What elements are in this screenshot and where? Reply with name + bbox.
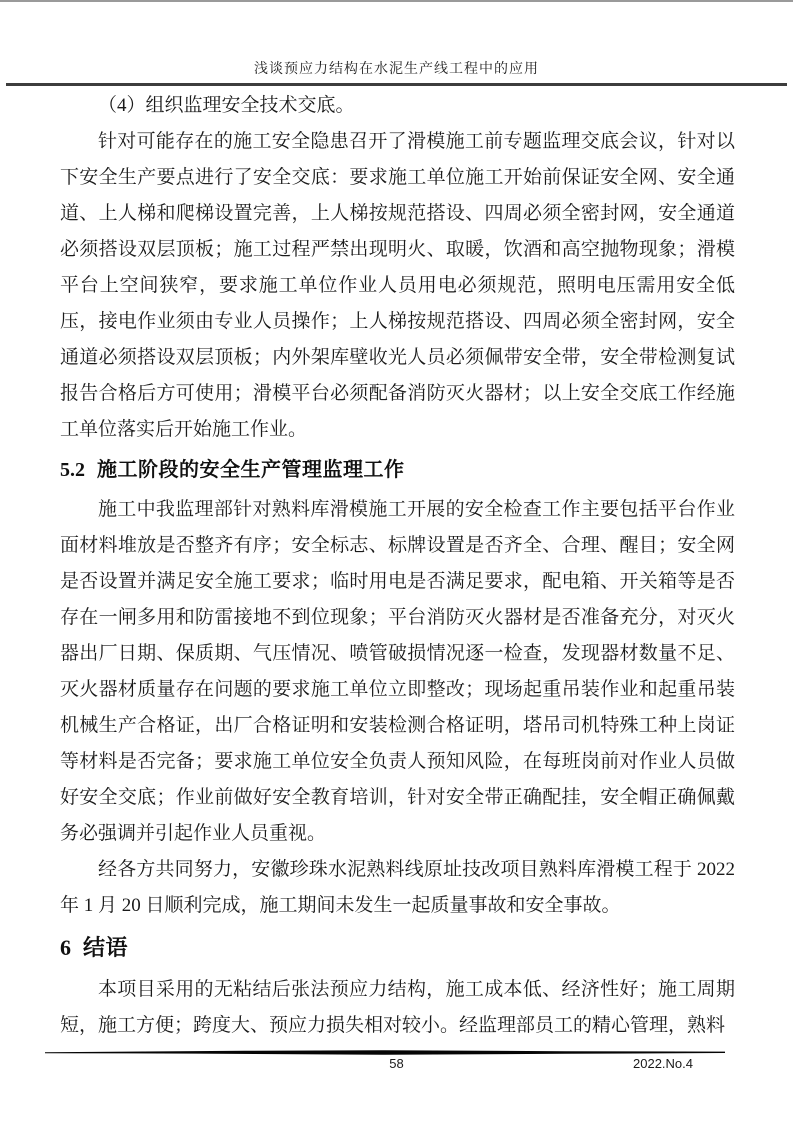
paragraph-conclusion: 本项目采用的无粘结后张法预应力结构，施工成本低、经济性好；施工周期短，施工方便；跨度大、预应力损失相对较小。经监理部员工的精心管理，熟料 <box>60 979 735 1036</box>
header-rule <box>6 83 787 86</box>
journal-issue-label: 2022.No.4 <box>633 1056 693 1071</box>
section-number: 5.2 <box>60 459 85 481</box>
page-body <box>60 88 735 1044</box>
paragraph-project-completion: 经各方共同努力，安徽珍珠水泥熟料线原址技改项目熟料库滑模工程于 2022 年 1 月 20 日顺利完成，施工期间未发生一起质量事故和安全事故。 <box>60 859 735 916</box>
list-item-4: （4）组织监理安全技术交底。 <box>98 95 355 116</box>
page-number: 58 <box>389 1056 404 1071</box>
section-number: 6 <box>60 935 71 960</box>
paragraph-safety-briefing: 针对可能存在的施工安全隐患召开了滑模施工前专题监理交底会议，针对以下安全生产要点进行了安全交底：要求施工单位施工开始前保证安全网、安全通道、上人梯和爬梯设置完善，上人梯按规范搭设、四周必须全密封网，安全通道必须搭设双层顶板；施工过程严禁出现明火、取暖，饮酒和高空抛物现象；滑模平台上空间狭窄，要求施工单位作业人员用电必须规范，照明电压需用安全低压，接电作业须由专业人员操作；上人梯按规范搭设、四周必须全密封网，安全通道必须搭设双层顶板；内外架库壁收光人员必须佩带安全带，安全带检测复试报告合格后方可使用；滑模平台必须配备消防灭火器材；以上安全交底工作经施工单位落实后开始施工作业。 <box>60 131 735 440</box>
footer-rule <box>45 1050 725 1055</box>
running-head-title: 浅谈预应力结构在水泥生产线工程中的应用 <box>254 62 539 77</box>
paragraph-safety-inspection: 施工中我监理部针对熟料库滑模施工开展的安全检查工作主要包括平台作业面材料堆放是否整齐有序；安全标志、标牌设置是否齐全、合理、醒目；安全网是否设置并满足安全施工要求；临时用电是否满足要求，配电箱、开关箱等是否存在一闸多用和防雷接地不到位现象；平台消防灭火器材是否准备充分，对灭火器出厂日期、保质期、气压情况、喷管破损情况逐一检查，发现器材数量不足、灭火器材质量存在问题的要求施工单位立即整改；现场起重吊装作业和起重吊装机械生产合格证，出厂合格证明和安装检测合格证明，塔吊司机特殊工种上岗证等材料是否完备；要求施工单位安全负责人预知风险，在每班岗前对作业人员做好安全交底；作业前做好安全教育培训，针对安全带正确配挂，安全帽正确佩戴务必强调并引起作业人员重视。 <box>60 499 735 844</box>
section-title: 施工阶段的安全生产管理监理工作 <box>97 459 405 481</box>
section-title: 结语 <box>83 935 129 960</box>
section-heading-6 <box>60 927 735 969</box>
page-top-edge-line <box>0 0 793 2</box>
section-heading-5-2 <box>60 451 735 489</box>
